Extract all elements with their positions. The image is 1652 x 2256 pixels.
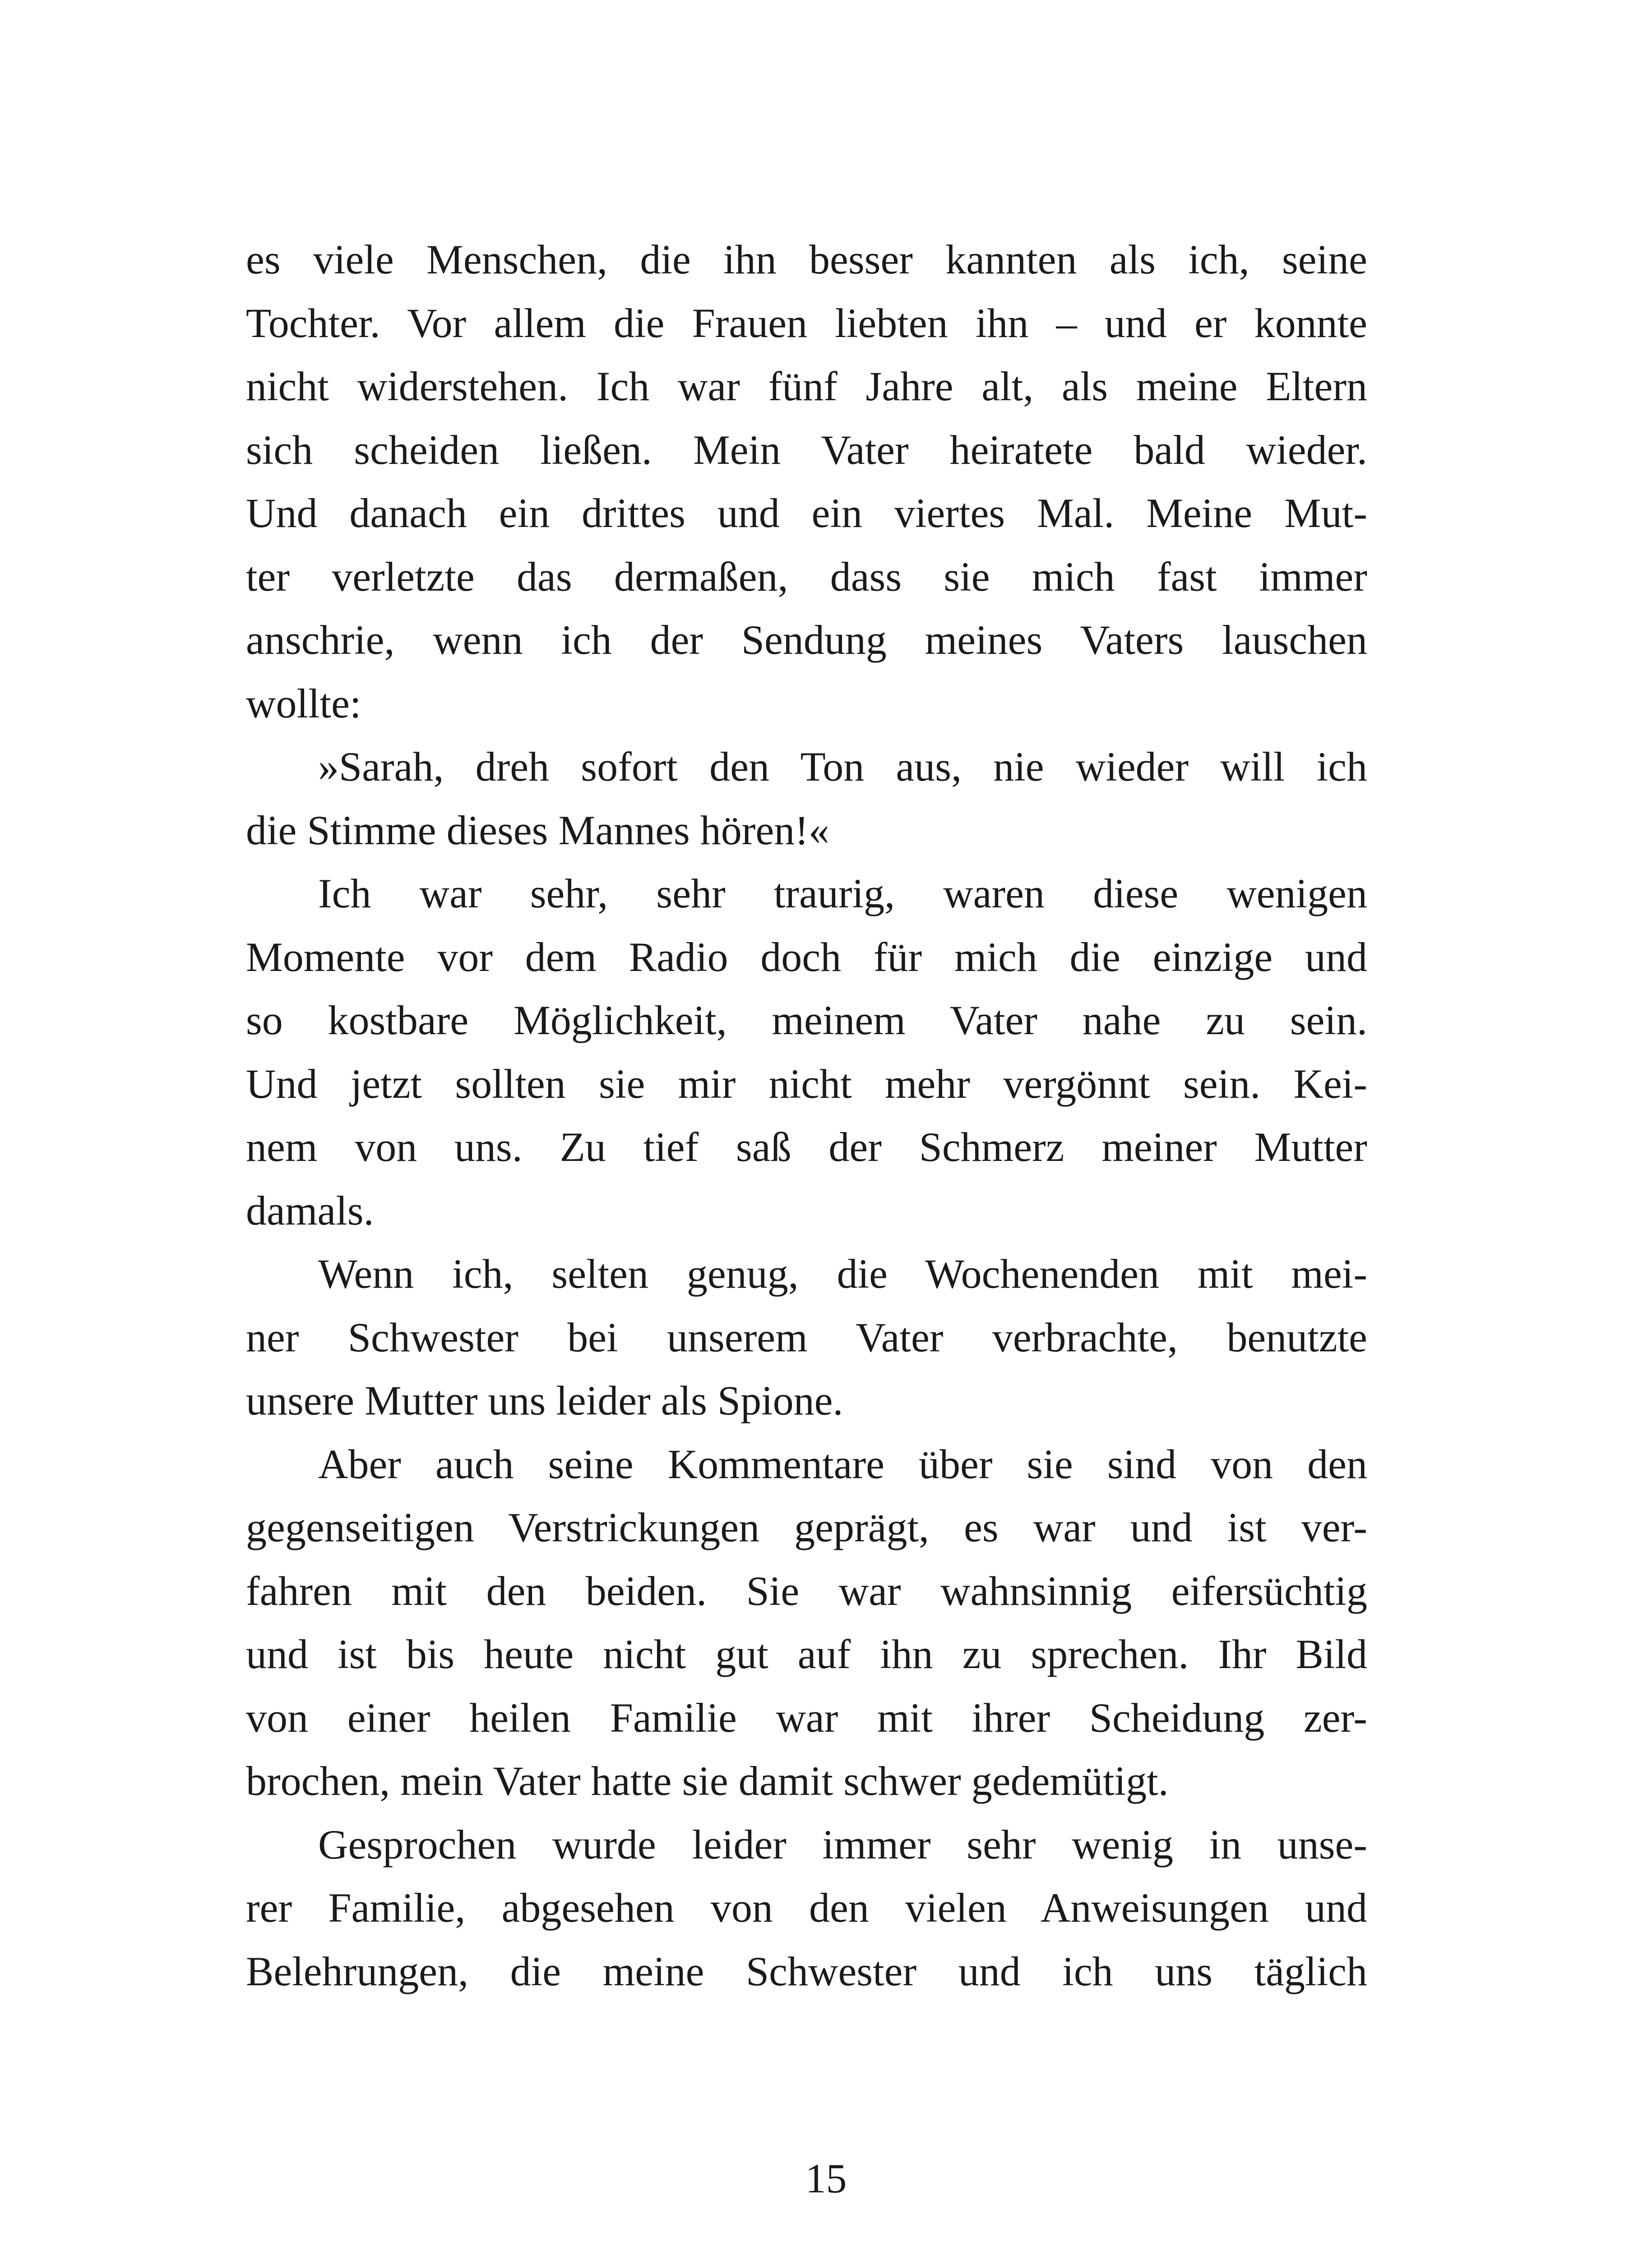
text-line: ter verletzte das dermaßen, dass sie mich fast immer xyxy=(246,553,1367,600)
text-line: Momente vor dem Radio doch für mich die einzige und xyxy=(246,934,1367,980)
text-line: unsere Mutter uns leider als Spione. xyxy=(246,1378,843,1424)
text-line: wollte: xyxy=(246,680,361,726)
text-line: Wenn ich, selten genug, die Wochenenden mit mei- xyxy=(318,1251,1367,1297)
text-line: gegenseitigen Verstrickungen geprägt, es war und ist ver- xyxy=(246,1504,1367,1550)
text-line: Belehrungen, die meine Schwester und ich uns täglich xyxy=(246,1948,1367,1994)
text-line: rer Familie, abgesehen von den vielen Anweisungen und xyxy=(246,1885,1367,1931)
body-text xyxy=(246,228,1367,2003)
text-line: nicht widerstehen. Ich war fünf Jahre alt, als meine Eltern xyxy=(246,363,1367,409)
text-line: Gesprochen wurde leider immer sehr wenig in unse- xyxy=(318,1821,1367,1868)
text-line: anschrie, wenn ich der Sendung meines Vaters lauschen xyxy=(246,617,1367,663)
text-line: so kostbare Möglichkeit, meinem Vater nahe zu sein. xyxy=(246,997,1367,1043)
text-line: damals. xyxy=(246,1187,374,1234)
text-line: Und danach ein drittes und ein viertes Mal. Meine Mut- xyxy=(246,490,1367,536)
text-line: sich scheiden ließen. Mein Vater heiratete bald wieder. xyxy=(246,426,1367,473)
page-number: 15 xyxy=(805,2155,847,2201)
text-line: ner Schwester bei unserem Vater verbrachte, benutzte xyxy=(246,1314,1367,1360)
text-line: von einer heilen Familie war mit ihrer Scheidung zer- xyxy=(246,1694,1367,1741)
text-line: Und jetzt sollten sie mir nicht mehr vergönnt sein. Kei- xyxy=(246,1060,1367,1107)
text-line: Aber auch seine Kommentare über sie sind von den xyxy=(318,1441,1367,1487)
text-line: fahren mit den beiden. Sie war wahnsinnig eifersüchtig xyxy=(246,1567,1367,1614)
text-line: und ist bis heute nicht gut auf ihn zu sprechen. Ihr Bild xyxy=(246,1631,1367,1677)
text-line: Tochter. Vor allem die Frauen liebten ihn – und er konnte xyxy=(246,300,1367,346)
text-line: es viele Menschen, die ihn besser kannten als ich, seine xyxy=(246,236,1367,282)
text-line: die Stimme dieses Mannes hören!« xyxy=(246,807,829,853)
text-line: brochen, mein Vater hatte sie damit schwer gedemütigt. xyxy=(246,1758,1169,1804)
text-line: Ich war sehr, sehr traurig, waren diese wenigen xyxy=(318,870,1367,916)
text-line: nem von uns. Zu tief saß der Schmerz meiner Mutter xyxy=(246,1124,1367,1170)
text-line: »Sarah, dreh sofort den Ton aus, nie wieder will ich xyxy=(318,744,1367,790)
